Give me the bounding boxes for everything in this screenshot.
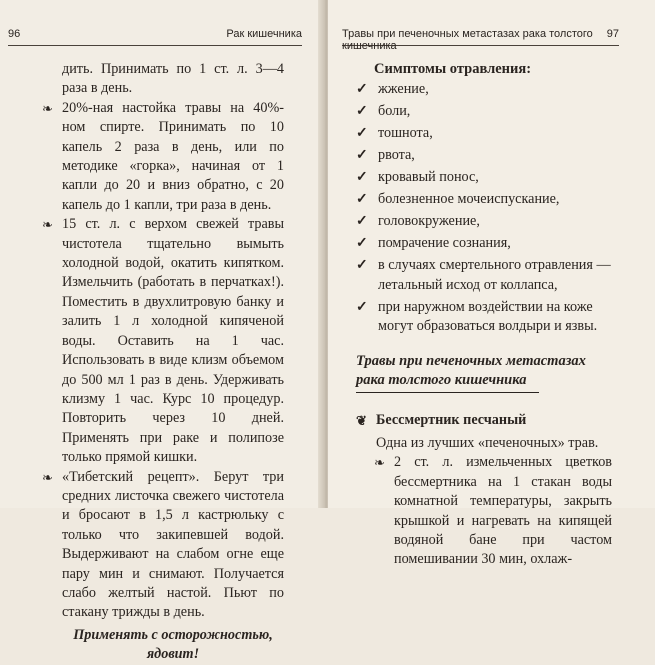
- herb-recipe-item: [376, 453, 612, 569]
- herb-intro: Одна из лучших «печеночных» трав.: [376, 435, 599, 452]
- symptom-item: [356, 234, 612, 253]
- checkmark-icon: ✓: [356, 126, 368, 142]
- herb-heading-text: Бессмертник песчаный: [376, 411, 527, 428]
- checkmark-icon: ✓: [356, 258, 368, 274]
- symptom-text: в случаях смертельного отравления — летальный исход от коллапса,: [378, 257, 611, 293]
- flower-bullet-icon: ❦: [356, 412, 367, 428]
- symptom-text: тошнота,: [378, 125, 433, 142]
- symptom-text: помрачение сознания,: [378, 235, 511, 252]
- recipe-item: [44, 99, 284, 215]
- leaf-bullet-icon: ❧: [374, 455, 385, 471]
- left-page-number: 96: [8, 28, 21, 40]
- symptom-item: [356, 168, 612, 187]
- left-running-title: Рак кишечника: [226, 28, 302, 40]
- recipe-text: 20%-ная настойка травы на 40%-ном спирте. Принимать по 10 капель 2 раза в день, или по методике «горка», начиная от 1 капли до 20 и вниз обратно, с 20 капель до 1 капли, три раза в день.: [62, 99, 284, 213]
- left-continued-text: дить. Принимать по 1 ст. л. 3—4 раза в день.: [62, 61, 284, 97]
- symptom-item: [356, 190, 612, 209]
- symptom-item: [356, 102, 612, 121]
- symptom-text: при наружном воздействии на коже могут образоваться волдыри и язвы.: [378, 298, 598, 335]
- herb-recipe-text: 2 ст. л. измельченных цветков бессмертника на 1 стакан воды комнатной температуры, закрыть крышкой и нагревать на кипящей водяной бане при частом помешивании 30 мин, охлаж-: [394, 454, 612, 568]
- checkmark-icon: ✓: [356, 236, 368, 252]
- right-running-head: [342, 28, 619, 52]
- symptoms-heading: Симптомы отравления:: [374, 61, 532, 77]
- checkmark-icon: ✓: [356, 170, 368, 186]
- section-underline: [356, 392, 539, 393]
- warning-note: [62, 626, 284, 665]
- recipe-item: [44, 468, 284, 623]
- symptom-list: [356, 80, 612, 336]
- right-body: [356, 60, 612, 570]
- checkmark-icon: ✓: [356, 192, 368, 208]
- checkmark-icon: ✓: [356, 299, 368, 315]
- symptom-item: [356, 256, 612, 295]
- section-title: [356, 352, 612, 390]
- warning-line-2: ядовит!: [146, 646, 200, 663]
- symptom-item: [356, 124, 612, 143]
- herb-heading: [356, 411, 612, 430]
- leaf-bullet-icon: ❧: [42, 469, 53, 485]
- symptom-text: жжение,: [378, 81, 429, 98]
- left-running-head: [8, 28, 302, 46]
- symptom-item: [356, 146, 612, 165]
- herb-description: [356, 434, 612, 570]
- leaf-bullet-icon: ❧: [42, 217, 53, 233]
- symptom-text: рвота,: [378, 147, 415, 164]
- symptom-item: [356, 212, 612, 231]
- recipe-text: «Тибетский рецепт». Берут три средних листочка свежего чистотела и бросают в 1,5 л кастрюльку с только что закипевшей водой. Выдерживают на слабом огне еще пару мин и снимают. Получается слабо желтый настой. Пьют по стакану трижды в день.: [62, 468, 284, 621]
- warning-line-1: Применять с осторожностью,: [73, 626, 273, 643]
- right-running-title: Травы при печеночных метастазах рака толстого кишечника: [342, 28, 593, 52]
- symptom-text: кровавый понос,: [378, 169, 479, 186]
- checkmark-icon: ✓: [356, 214, 368, 230]
- symptom-text: болезненное мочеиспускание,: [378, 191, 560, 208]
- recipe-text: 15 ст. л. с верхом свежей травы чистотела тщательно вымыть холодной водой, окатить кипятком. Измельчить (работать в перчатках!). Поместить в двухлитровую банку и залить 1 л холодной кипяченой воды. Оставить на 1 час. Использовать в виде клизм объемом до 500 мл 1 раз в день. Удерживать клизму 1 час. Курс 10 процедур. Повторить через 10 дней. Применять при раке и полипозе только прямой кишки.: [62, 216, 284, 466]
- leaf-bullet-icon: ❧: [42, 100, 53, 116]
- section-title-line-2: рака толстого кишечника: [356, 371, 527, 388]
- symptom-text: боли,: [378, 103, 411, 120]
- recipe-item: [44, 215, 284, 467]
- right-page-number: 97: [606, 28, 619, 40]
- checkmark-icon: ✓: [356, 104, 368, 120]
- checkmark-icon: ✓: [356, 148, 368, 164]
- symptom-text: головокружение,: [378, 213, 480, 230]
- checkmark-icon: ✓: [356, 82, 368, 98]
- section-title-line-1: Травы при печеночных метастазах: [356, 352, 586, 369]
- symptom-item: [356, 298, 612, 337]
- left-body: [42, 60, 284, 665]
- symptom-item: [356, 80, 612, 99]
